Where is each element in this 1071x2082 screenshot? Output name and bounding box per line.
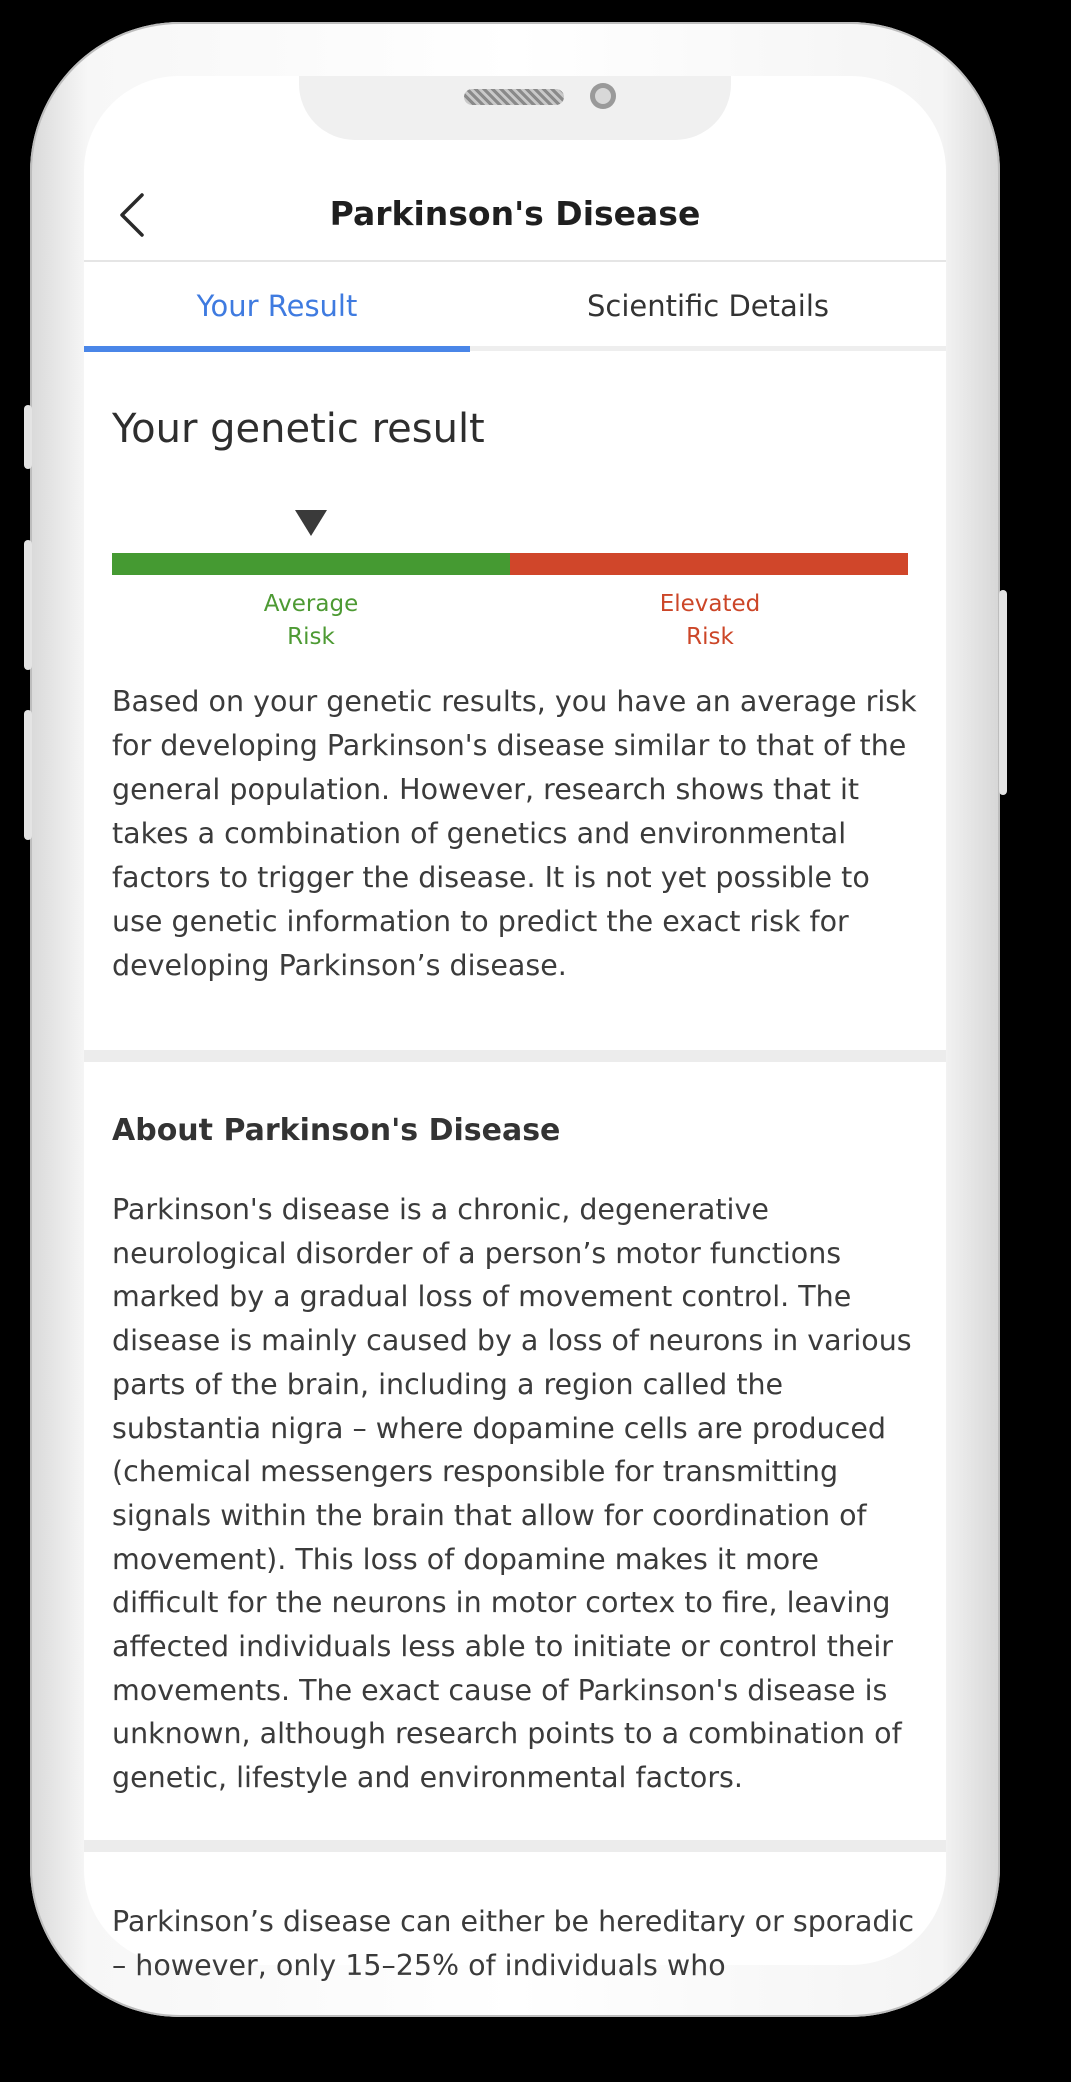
about-heading: About Parkinson's Disease (112, 1113, 561, 1148)
active-tab-indicator (84, 346, 470, 352)
hereditary-body: Parkinson’s disease can either be hereditary or sporadic – however, only 15–25% of individuals who (112, 1905, 915, 1982)
mute-switch (24, 405, 32, 469)
risk-marker-icon (295, 510, 327, 536)
page-title: Parkinson's Disease (329, 194, 701, 233)
elevated-label-line2: Risk (686, 624, 734, 650)
average-risk-segment (112, 553, 510, 575)
tab-scientific-details[interactable]: Scientific Details (586, 289, 830, 323)
elevated-label-line1: Elevated (659, 591, 761, 617)
power-button (999, 590, 1007, 795)
average-risk-label (221, 588, 401, 654)
result-heading: Your genetic result (112, 406, 485, 452)
average-label-line1: Average (263, 591, 359, 617)
app-header (84, 172, 946, 262)
tab-bar (84, 262, 946, 354)
elevated-risk-segment (510, 553, 908, 575)
volume-down-button (24, 710, 32, 840)
volume-up-button (24, 540, 32, 670)
tab-your-result[interactable]: Your Result (196, 289, 358, 323)
tab-track (470, 346, 946, 351)
average-label-line2: Risk (287, 624, 335, 650)
risk-scale-bar (112, 553, 908, 575)
section-divider (84, 1840, 946, 1852)
speaker-grille (464, 89, 564, 105)
about-body: Parkinson's disease is a chronic, degenerative neurological disorder of a person’s motor functions marked by a gradual loss of movement control. The disease is mainly caused by a loss of neurons in various parts of the brain, including a region called the substantia nigra – where dopamine cells are produced (chemical messengers responsible for transmitting signals within the brain that allow for coordination of movement). This loss of dopamine makes it more difficult for the neurons in motor cortex to fire, leaving affected individuals less able to initiate or control their movements. The exact cause of Parkinson's disease is unknown, although research points to a combination of genetic, lifestyle and environmental factors. (112, 1193, 912, 1795)
result-description: Based on your genetic results, you have an average risk for developing Parkinson's disease similar to that of the general population. However, research shows that it takes a combination of genetics and environmental factors to trigger the disease. It is not yet possible to use genetic information to predict the exact risk for developing Parkinson’s disease. (112, 685, 917, 982)
app-screen (84, 76, 946, 1982)
front-camera (590, 83, 616, 109)
section-divider (84, 1050, 946, 1062)
notch (299, 76, 731, 140)
elevated-risk-label (620, 588, 800, 654)
